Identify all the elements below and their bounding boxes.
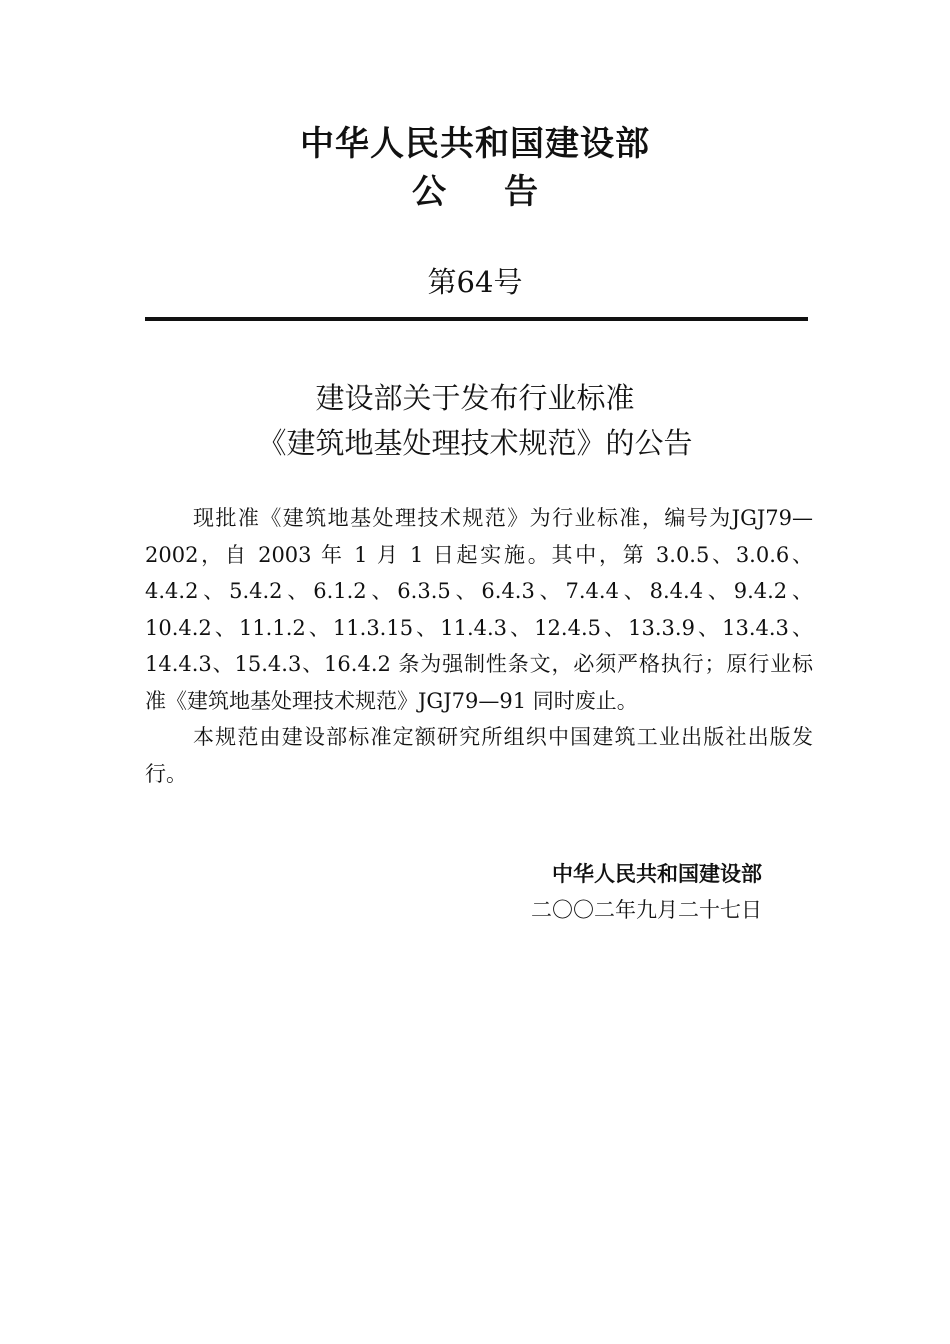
signature-organization: 中华人民共和国建设部 bbox=[552, 862, 762, 886]
body-paragraph-2: 本规范由建设部标准定额研究所组织中国建筑工业出版社出版发行。 bbox=[145, 725, 813, 786]
notice-heading: 公告 bbox=[412, 172, 596, 212]
issuing-ministry-title: 中华人民共和国建设部 bbox=[300, 124, 650, 164]
body-paragraph-1: 现批准《建筑地基处理技术规范》为行业标准，编号为JGJ79—2002，自 2003 年 1 月 1 日起实施。其中，第 3.0.5、3.0.6、4.4.2、5.4.2、6.1.2、6.3.5、6.4.3、7.4.4、8.4.4、9.4.2、10.4.2、11.1.2、11.3.15、11.4.3、12.4.5、13.3.9、13.4.3、14.4.3、15.4.3、16.4.2 条为强制性条文，必须严格执行；原行业标准《建筑地基处理技术规范》JGJ79—91 同时废止。 bbox=[145, 506, 813, 713]
notice-number: 第64号 bbox=[427, 265, 523, 299]
signature-date: 二〇〇二年九月二十七日 bbox=[531, 898, 762, 922]
header-divider bbox=[145, 317, 808, 321]
subject-line-2: 《建筑地基处理技术规范》的公告 bbox=[257, 426, 693, 460]
notice-body bbox=[145, 500, 813, 792]
subject-line-1: 建设部关于发布行业标准 bbox=[315, 381, 635, 415]
